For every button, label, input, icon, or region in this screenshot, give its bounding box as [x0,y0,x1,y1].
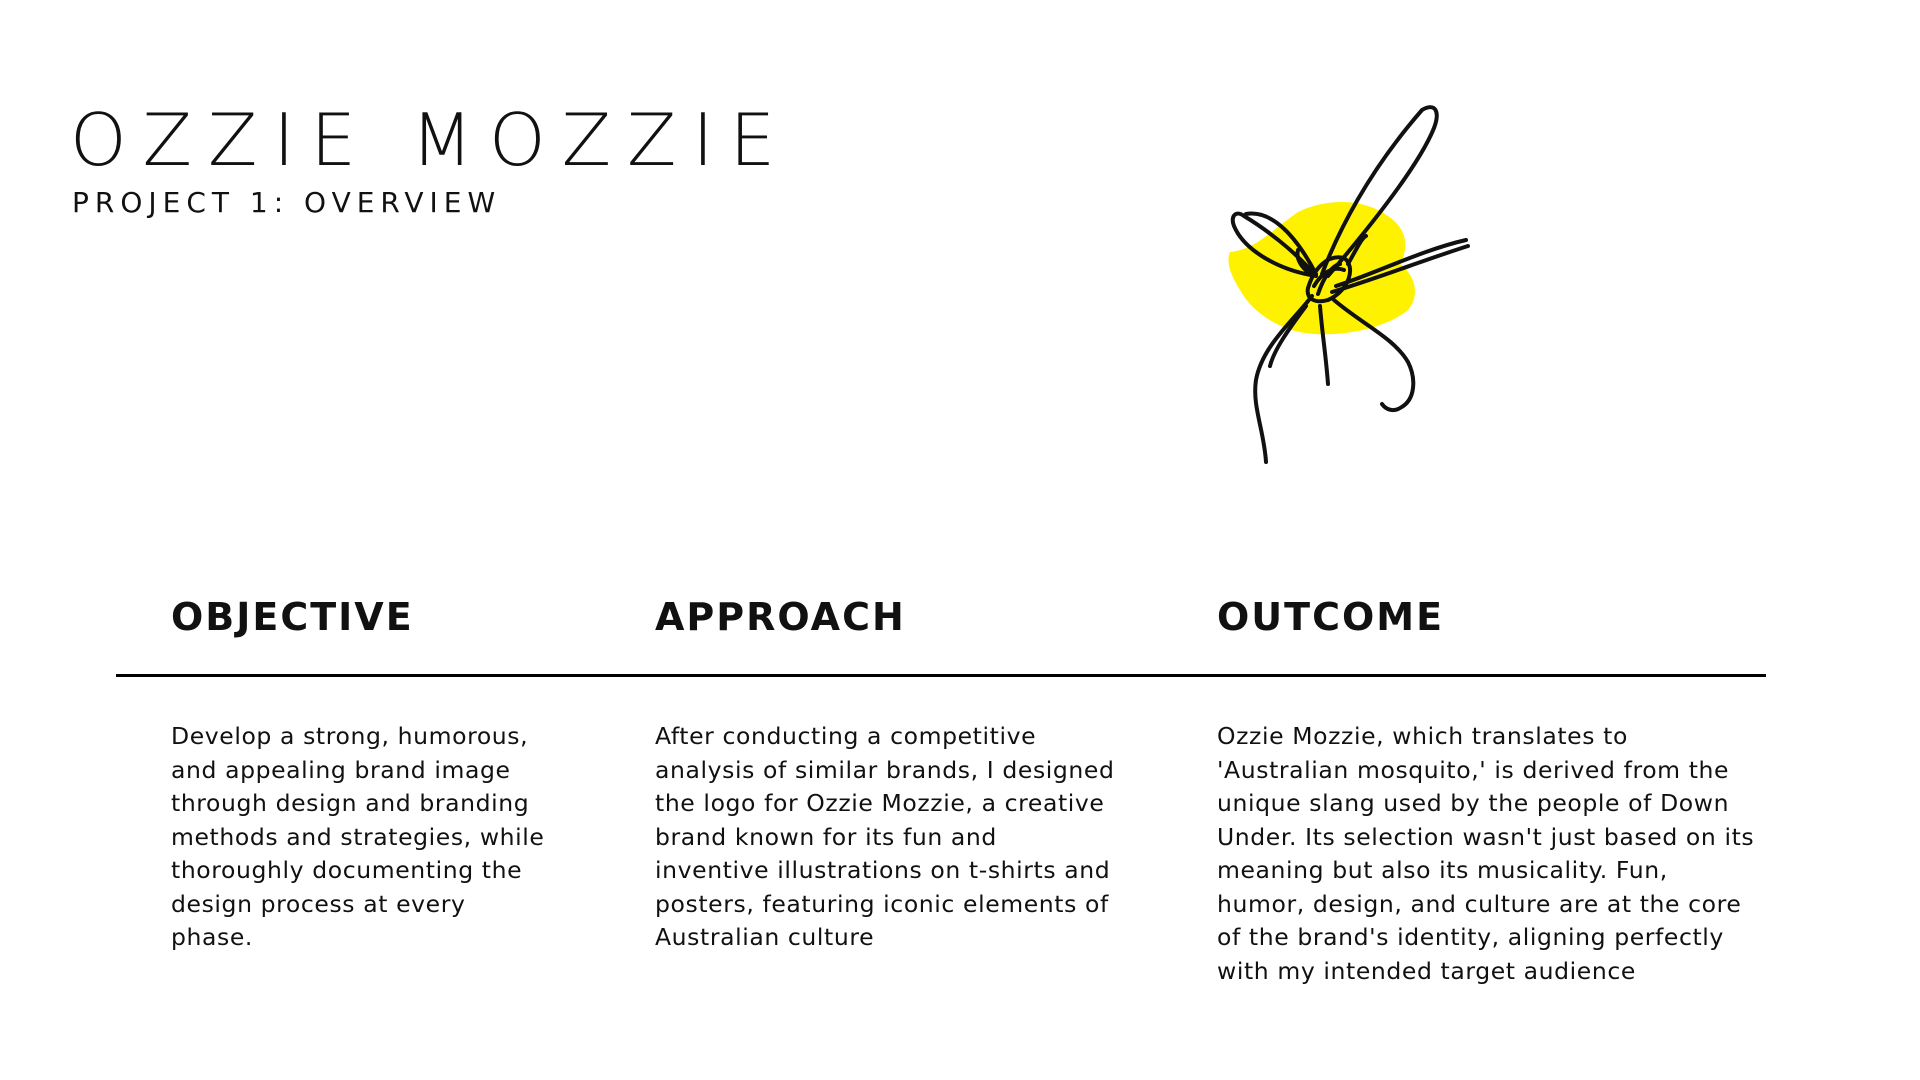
page-title: OZZIE MOZZIE [70,98,792,182]
section-divider [116,674,1766,677]
approach-heading: APPROACH [655,595,906,639]
objective-heading: OBJECTIVE [171,595,414,639]
outcome-text: Ozzie Mozzie, which translates to 'Australian mosquito,' is derived from the unique slang used by the people of Down Under. Its selection wasn't just based on its meaning but also its musicality. Fun, humor, design, and culture are at the core of the brand's identity, aligning perfectly with my intended target audience [1217,722,1755,985]
objective-text: Develop a strong, humorous, and appealing brand image through design and branding methods and strategies, while thoroughly documenting the design process at every phase. [171,722,545,951]
mosquito-sketch-icon [1210,100,1510,470]
outcome-section [1217,594,1755,985]
objective-section [171,594,545,951]
page-subtitle: PROJECT 1: OVERVIEW [72,186,502,219]
approach-text: After conducting a competitive analysis of similar brands, I designed the logo for Ozzie Mozzie, a creative brand known for its fun and inventive illustrations on t-shirts and posters, featuring iconic elements of Australian culture [655,722,1115,951]
outcome-heading: OUTCOME [1217,595,1445,639]
approach-section [655,594,1115,951]
